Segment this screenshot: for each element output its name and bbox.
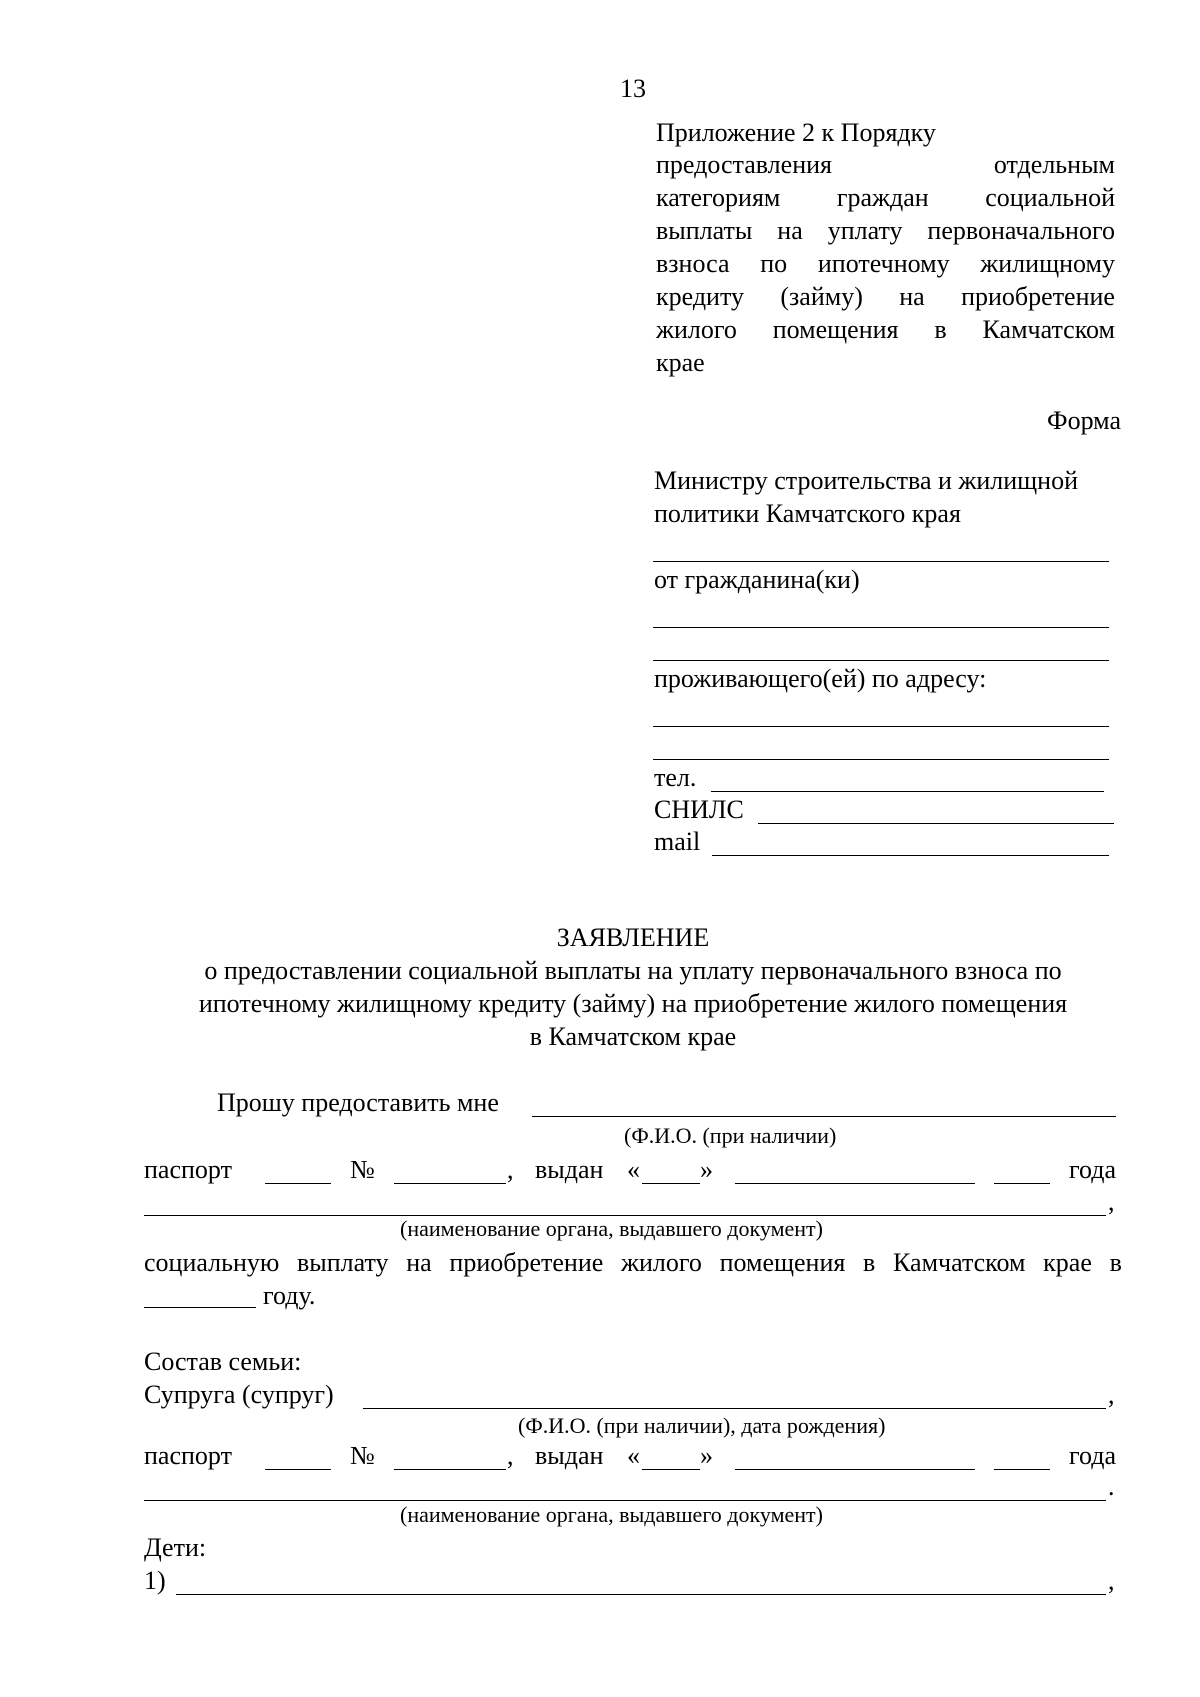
- payment-word: выплату: [297, 1248, 389, 1277]
- blank-line[interactable]: [653, 759, 1109, 760]
- issuer-hint: (наименование органа, выдавшего документ): [400, 1502, 823, 1527]
- payment-word: в: [1109, 1248, 1122, 1277]
- addressee-line-2: политики Камчатского края: [654, 499, 961, 528]
- children-label: Дети:: [144, 1533, 207, 1562]
- appendix-word: жилищному: [980, 249, 1115, 278]
- payment-word: помещения: [719, 1248, 846, 1277]
- appendix-word: на: [899, 282, 925, 311]
- passport-label: паспорт: [144, 1155, 232, 1184]
- address-label: проживающего(ей) по адресу:: [654, 664, 987, 693]
- snils-label: СНИЛС: [654, 795, 744, 824]
- child-1-label: 1): [144, 1566, 166, 1595]
- appendix-word: в: [934, 315, 947, 344]
- spouse-issuer-field[interactable]: [144, 1500, 1106, 1501]
- quote-open: «: [627, 1155, 640, 1184]
- appendix-line: [656, 218, 1115, 244]
- spouse-issue-month-field[interactable]: [735, 1469, 975, 1470]
- appendix-word: первоначального: [927, 216, 1115, 245]
- payment-word: на: [406, 1248, 432, 1277]
- addressee-line-1: Министру строительства и жилищной: [654, 466, 1079, 495]
- snils-field[interactable]: [758, 823, 1114, 824]
- payment-word: Камчатском: [893, 1248, 1026, 1277]
- appendix-word: граждан: [836, 183, 929, 212]
- mail-field[interactable]: [712, 855, 1109, 856]
- request-text: Прошу предоставить мне: [217, 1088, 499, 1117]
- statement-subtitle-3: в Камчатском крае: [529, 1022, 737, 1051]
- passport-label: паспорт: [144, 1441, 232, 1470]
- appendix-line: [656, 317, 1115, 343]
- appendix-word: взноса: [656, 249, 730, 278]
- blank-line[interactable]: [653, 561, 1109, 562]
- appendix-word: отдельным: [993, 150, 1115, 179]
- appendix-word: выплаты: [656, 216, 753, 245]
- year-word: года: [1069, 1155, 1117, 1184]
- payment-word: в: [863, 1248, 876, 1277]
- child-1-field[interactable]: [176, 1594, 1106, 1595]
- statement-heading: ЗАЯВЛЕНИЕ: [556, 923, 710, 952]
- blank-line[interactable]: [653, 660, 1109, 661]
- year-word: года: [1069, 1441, 1117, 1470]
- mail-label: mail: [654, 827, 701, 856]
- comma: ,: [1108, 1187, 1115, 1216]
- passport-series-field[interactable]: [265, 1183, 331, 1184]
- spouse-issue-year-field[interactable]: [994, 1469, 1050, 1470]
- fio-hint: (Ф.И.О. (при наличии): [624, 1123, 837, 1148]
- blank-line[interactable]: [653, 726, 1109, 727]
- from-citizen-label: от гражданина(ки): [654, 565, 860, 594]
- appendix-word: ипотечному: [817, 249, 950, 278]
- appendix-line: [656, 284, 1115, 310]
- payment-word: приобретение: [449, 1248, 604, 1277]
- comma: ,: [1108, 1380, 1115, 1409]
- number-sign: №: [350, 1155, 375, 1184]
- spouse-issue-day-field[interactable]: [642, 1469, 700, 1470]
- appendix-word: по: [760, 249, 788, 278]
- payment-word: социальную: [144, 1248, 280, 1277]
- appendix-word: уплату: [827, 216, 903, 245]
- appendix-word: социальной: [985, 183, 1115, 212]
- number-sign: №: [350, 1441, 375, 1470]
- phone-field[interactable]: [711, 791, 1104, 792]
- appendix-word: кредиту: [656, 282, 744, 311]
- issuer-hint: (наименование органа, выдавшего документ): [400, 1216, 823, 1241]
- appendix-word: приобретение: [961, 282, 1115, 311]
- quote-close: »: [700, 1155, 713, 1184]
- appendix-last-line: крае: [656, 348, 705, 377]
- comma: ,: [1108, 1566, 1115, 1595]
- issued-label: выдан: [535, 1441, 604, 1470]
- blank-line[interactable]: [653, 627, 1109, 628]
- applicant-name-field[interactable]: [532, 1116, 1116, 1117]
- appendix-word: Камчатском: [982, 315, 1115, 344]
- appendix-first-line: Приложение 2 к Порядку: [656, 118, 936, 147]
- phone-label: тел.: [654, 763, 697, 792]
- appendix-word: на: [777, 216, 803, 245]
- spouse-name-field[interactable]: [363, 1408, 1106, 1409]
- payment-word: крае: [1043, 1248, 1092, 1277]
- family-label: Состав семьи:: [144, 1347, 302, 1376]
- appendix-word: категориям: [656, 183, 781, 212]
- appendix-word: жилого: [656, 315, 737, 344]
- form-label: Форма: [1047, 406, 1121, 435]
- statement-subtitle-2: ипотечному жилищному кредиту (займу) на приобретение жилого помещения: [198, 989, 1068, 1018]
- appendix-word: предоставления: [656, 150, 832, 179]
- payment-word: жилого: [621, 1248, 702, 1277]
- quote-close: »: [700, 1441, 713, 1470]
- appendix-line: [656, 185, 1115, 211]
- spouse-hint: (Ф.И.О. (при наличии), дата рождения): [518, 1413, 886, 1438]
- year-field[interactable]: [144, 1307, 256, 1308]
- payment-line: [144, 1250, 1122, 1276]
- quote-open: «: [627, 1441, 640, 1470]
- in-year-text: году.: [263, 1281, 316, 1310]
- issued-label: выдан: [535, 1155, 604, 1184]
- comma: ,: [507, 1441, 514, 1470]
- appendix-line: [656, 152, 1115, 178]
- appendix-word: (займу): [780, 282, 863, 311]
- passport-number-field[interactable]: [394, 1183, 506, 1184]
- spouse-passport-series-field[interactable]: [265, 1469, 331, 1470]
- issue-day-field[interactable]: [642, 1183, 700, 1184]
- spouse-passport-number-field[interactable]: [394, 1469, 506, 1470]
- period: .: [1108, 1472, 1115, 1501]
- page-number: 13: [620, 74, 646, 103]
- issue-month-field[interactable]: [735, 1183, 975, 1184]
- issue-year-field[interactable]: [994, 1183, 1050, 1184]
- appendix-word: помещения: [772, 315, 899, 344]
- appendix-line: [656, 251, 1115, 277]
- statement-subtitle-1: о предоставлении социальной выплаты на уплату первоначального взноса по: [204, 956, 1062, 985]
- spouse-label: Супруга (супруг): [144, 1380, 334, 1409]
- comma: ,: [507, 1155, 514, 1184]
